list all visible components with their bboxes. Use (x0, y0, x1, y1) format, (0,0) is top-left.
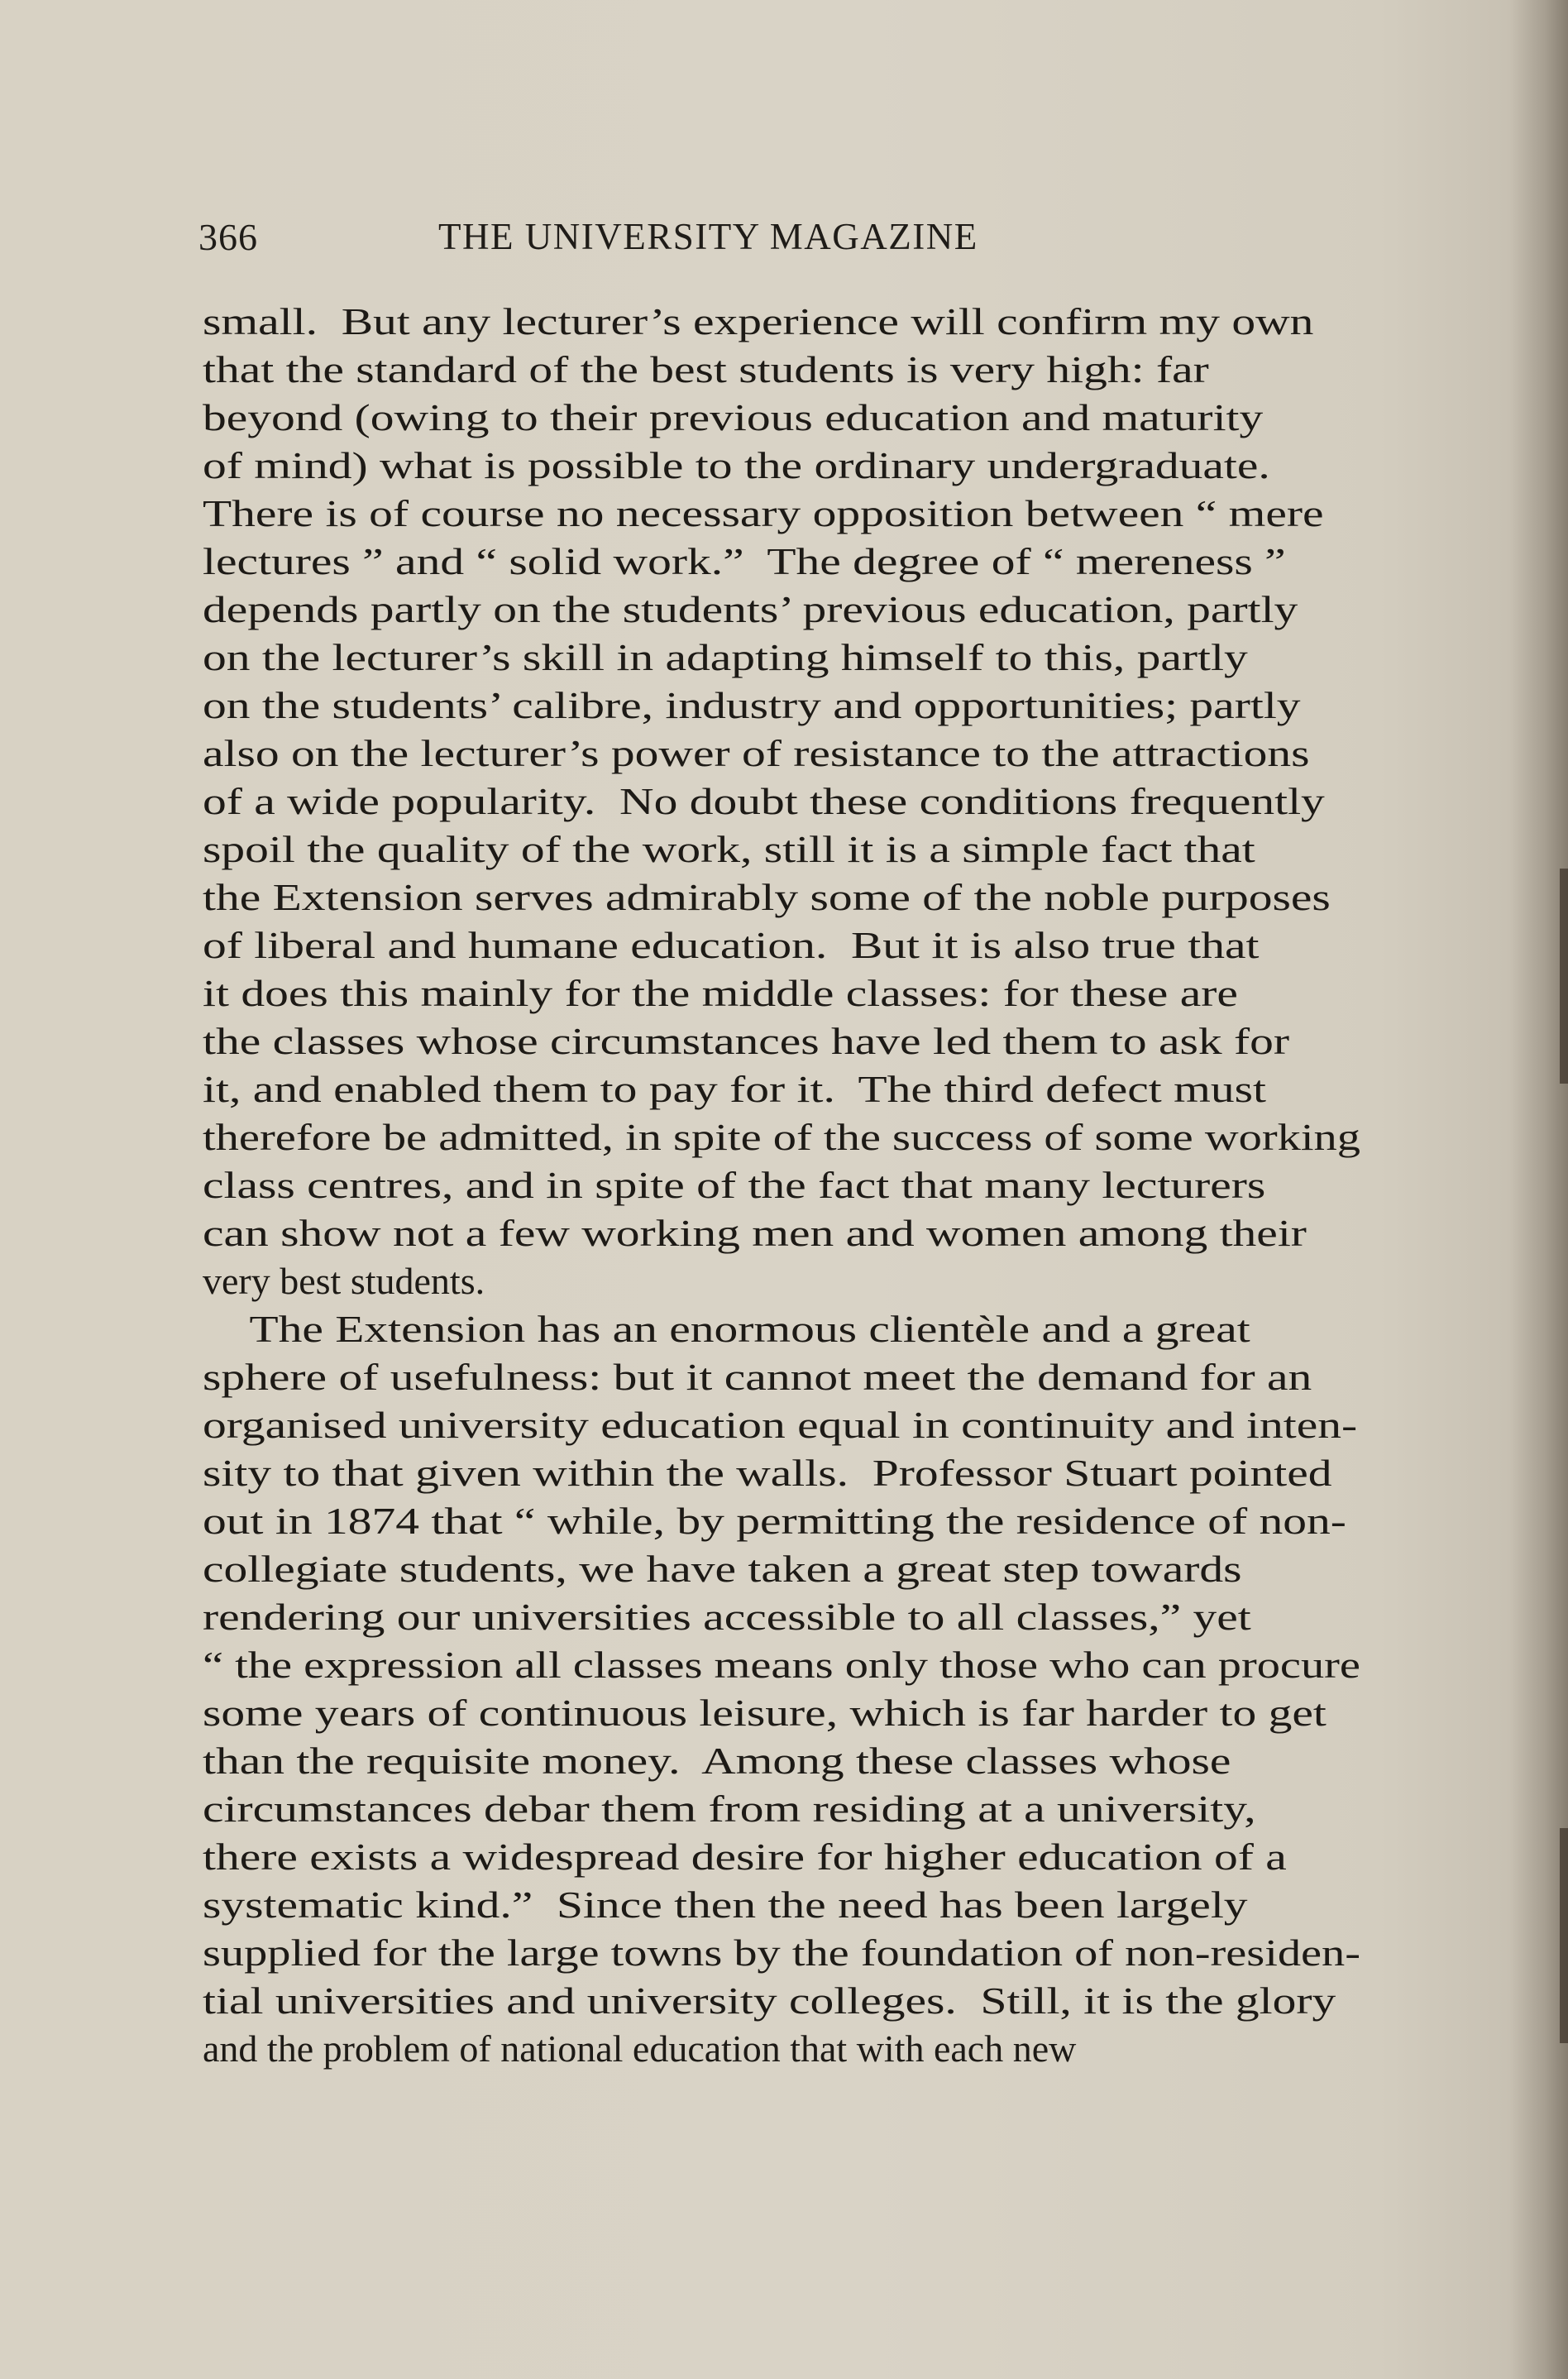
text-line (203, 1065, 1360, 1113)
text-line-content: sphere of usefulness: but it cannot meet the demand for an (203, 1356, 1312, 1398)
text-line-content: lectures ” and “ solid work.” The degree of “ mereness ” (203, 540, 1286, 582)
text-line-content: it, and enabled them to pay for it. The third defect must (203, 1068, 1266, 1110)
text-line (203, 1497, 1360, 1545)
text-line-content: the Extension serves admirably some of the noble purposes (203, 876, 1331, 918)
text-line-content: depends partly on the students’ previous education, partly (203, 588, 1298, 630)
text-line-content: sity to that given within the walls. Professor Stuart pointed (203, 1452, 1332, 1494)
text-line-content: systematic kind.” Since then the need has been largely (203, 1884, 1248, 1926)
page-number: 366 (198, 216, 258, 258)
text-line (203, 634, 1360, 682)
text-line (203, 490, 1360, 538)
text-line (203, 1209, 1360, 1257)
text-line-content: “ the expression all classes means only those who can procure (203, 1644, 1360, 1686)
page-edge-mark (1560, 1828, 1568, 2043)
text-line-content: spoil the quality of the work, still it is a simple fact that (203, 828, 1255, 870)
text-line (203, 1833, 1360, 1881)
text-line (203, 1401, 1360, 1449)
text-line-content: of mind) what is possible to the ordinary undergraduate. (203, 444, 1270, 486)
text-line (203, 969, 1360, 1017)
text-line-content: There is of course no necessary opposition between “ mere (203, 492, 1324, 534)
text-line (203, 1305, 1360, 1353)
text-line (203, 1881, 1360, 1929)
text-line (203, 1113, 1360, 1161)
text-line-content: The Extension has an enormous clientèle and a great (203, 1308, 1250, 1350)
text-line-content: very best students. (203, 1260, 485, 1302)
text-line-content: tial universities and university colleges. Still, it is the glory (203, 1979, 1336, 2022)
page-header (198, 215, 1083, 265)
text-line (203, 1737, 1360, 1785)
text-line (203, 586, 1360, 634)
text-line-content: and the problem of national education that with each new (203, 2027, 1077, 2070)
text-line (203, 1977, 1360, 2025)
text-line-content: of a wide popularity. No doubt these conditions frequently (203, 780, 1325, 822)
text-line-content: also on the lecturer’s power of resistance to the attractions (203, 732, 1310, 774)
text-line (203, 874, 1360, 921)
text-line-content: on the students’ calibre, industry and opportunities; partly (203, 684, 1301, 726)
text-line-content: collegiate students, we have taken a great step towards (203, 1548, 1242, 1590)
text-line-content: can show not a few working men and women among their (203, 1212, 1307, 1254)
text-line-content: small. But any lecturer’s experience will confirm my own (203, 300, 1314, 342)
running-title: THE UNIVERSITY MAGAZINE (438, 216, 978, 257)
text-line (203, 778, 1360, 826)
text-line (203, 1785, 1360, 1833)
text-line (203, 730, 1360, 778)
text-line-content: class centres, and in spite of the fact that many lecturers (203, 1164, 1266, 1206)
text-line (203, 1641, 1360, 1689)
text-line-content: there exists a widespread desire for higher education of a (203, 1836, 1287, 1878)
text-line-content: organised university education equal in continuity and inten- (203, 1404, 1358, 1446)
text-line (203, 1689, 1360, 1737)
text-line (203, 1257, 1360, 1305)
text-line (203, 1161, 1360, 1209)
text-line (203, 442, 1360, 490)
text-line (203, 298, 1360, 346)
text-line-content: it does this mainly for the middle classes: for these are (203, 972, 1238, 1014)
text-line-content: on the lecturer’s skill in adapting himself to this, partly (203, 636, 1248, 678)
text-line-content: therefore be admitted, in spite of the success of some working (203, 1116, 1361, 1158)
text-line (203, 346, 1360, 394)
page-edge-mark (1560, 869, 1568, 1084)
text-line (203, 682, 1360, 730)
text-line (203, 1449, 1360, 1497)
text-line-content: rendering our universities accessible to all classes,” yet (203, 1596, 1251, 1638)
text-line (203, 538, 1360, 586)
text-line-content: that the standard of the best students is very high: far (203, 348, 1209, 390)
text-line-content: of liberal and humane education. But it is also true that (203, 924, 1260, 966)
text-line (203, 394, 1360, 442)
body-text (203, 298, 1360, 2073)
text-line-content: the classes whose circumstances have led them to ask for (203, 1020, 1290, 1062)
text-line-content: some years of continuous leisure, which is far harder to get (203, 1692, 1327, 1734)
text-line-content: out in 1874 that “ while, by permitting the residence of non- (203, 1500, 1346, 1542)
text-line (203, 921, 1360, 969)
text-line (203, 1545, 1360, 1593)
text-line (203, 826, 1360, 874)
text-line (203, 1017, 1360, 1065)
text-line (203, 1353, 1360, 1401)
text-line-content: supplied for the large towns by the foundation of non-residen- (203, 1931, 1361, 1974)
text-line (203, 2025, 1360, 2073)
text-line-content: circumstances debar them from residing at a university, (203, 1788, 1256, 1830)
text-line (203, 1593, 1360, 1641)
text-line-content: beyond (owing to their previous education and maturity (203, 396, 1264, 438)
text-line-content: than the requisite money. Among these classes whose (203, 1740, 1231, 1782)
text-line (203, 1929, 1360, 1977)
